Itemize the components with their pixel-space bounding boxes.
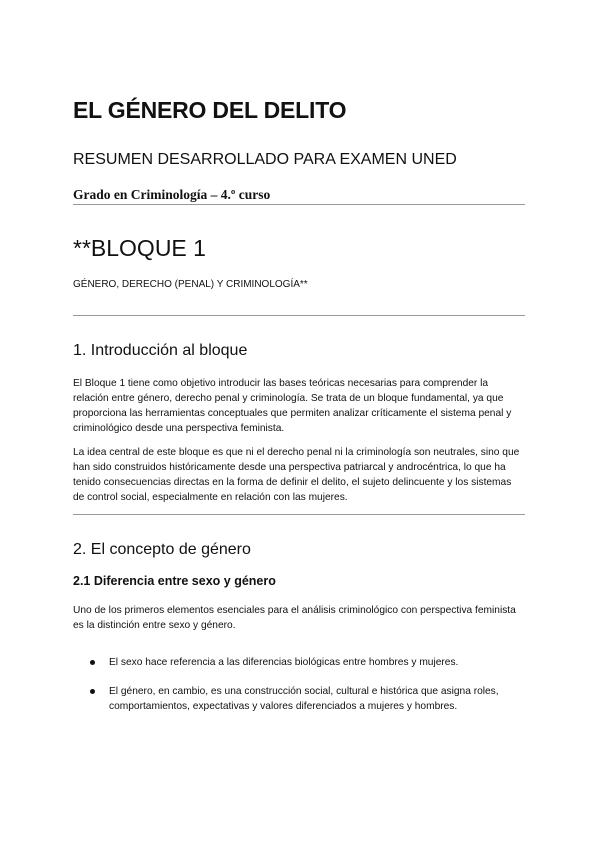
list-item-text: El sexo hace referencia a las diferencias biológicas entre hombres y mujeres.	[109, 657, 459, 668]
bullet-icon	[90, 660, 95, 665]
page-content	[73, 96, 525, 728]
document-title: EL GÉNERO DEL DELITO	[73, 97, 347, 123]
course-line: Grado en Criminología – 4.º curso	[73, 187, 271, 202]
list-item	[73, 684, 525, 714]
divider	[73, 204, 525, 205]
list-item-text: El género, en cambio, es una construcción social, cultural e histórica que asigna roles, comportamientos, expectativas y valores diferenciados a mujeres y hombres.	[109, 686, 499, 712]
paragraph: Uno de los primeros elementos esenciales para el análisis criminológico con perspectiva feminista es la distinción entre sexo y género.	[73, 605, 516, 631]
block-subtitle: GÉNERO, DERECHO (PENAL) Y CRIMINOLOGÍA**	[73, 279, 308, 290]
document-subtitle: RESUMEN DESARROLLADO PARA EXAMEN UNED	[73, 151, 457, 168]
paragraph: La idea central de este bloque es que ni el derecho penal ni la criminología son neutrales, sino que han sido construidos históricamente desde una perspectiva patriarcal y androcéntrica, lo que ha tenido consecuencias directas en la forma de definir el delito, el sujeto delincuente y los sistemas de control social, especialmente en relación con las mujeres.	[73, 447, 520, 503]
divider	[73, 514, 525, 515]
subsection-heading-sexo-genero: 2.1 Diferencia entre sexo y género	[73, 574, 276, 588]
list-item	[73, 655, 525, 670]
bullet-icon	[90, 689, 95, 694]
block-title: **BLOQUE 1	[73, 235, 206, 261]
bullet-list	[73, 655, 525, 714]
section-heading-concepto-genero: 2. El concepto de género	[73, 541, 251, 558]
divider	[73, 315, 525, 316]
paragraph: El Bloque 1 tiene como objetivo introducir las bases teóricas necesarias para comprender la relación entre género, derecho penal y criminología. Se trata de un bloque fundamental, ya que proporciona las herramientas conceptuales que permiten analizar críticamente el sistema penal y criminológico desde una perspectiva feminista.	[73, 378, 512, 434]
section-heading-introduccion: 1. Introducción al bloque	[73, 342, 248, 359]
